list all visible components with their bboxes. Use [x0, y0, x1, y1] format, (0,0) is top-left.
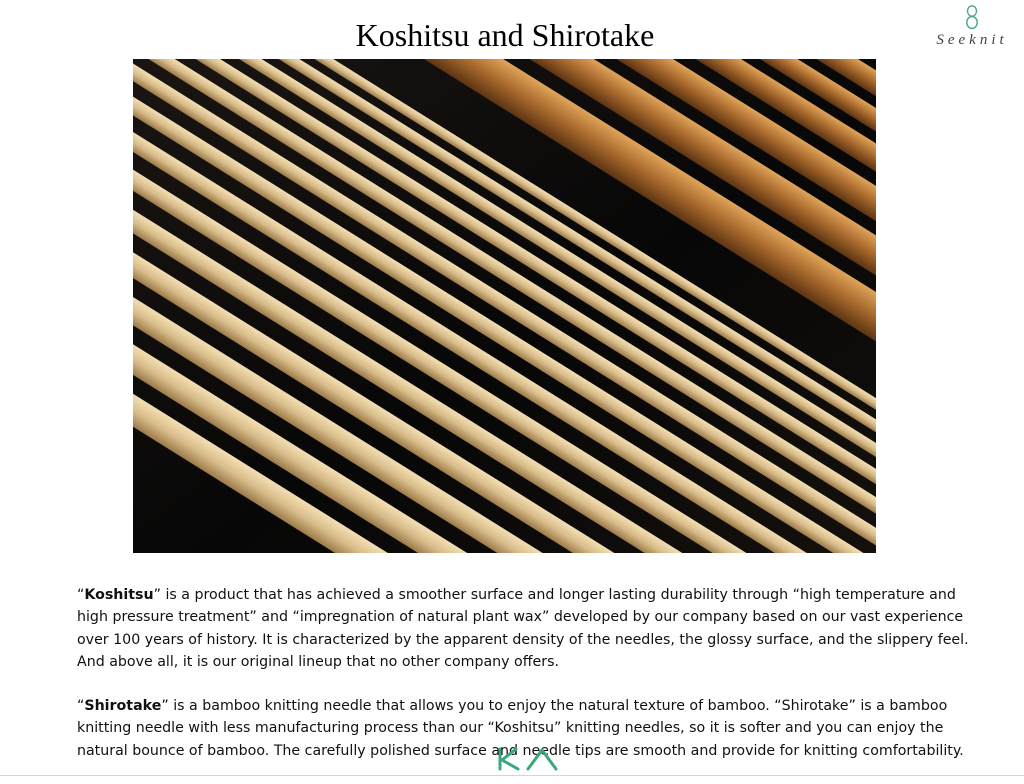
ka-logo-icon — [492, 747, 564, 771]
shirotake-paragraph: “Shirotake” is a bamboo knitting needle that allows you to enjoy the natural texture of bamboo. “Shirotake” is a bamboo knitting needle with less manufacturing process than our “Koshitsu” knitting needles, so it is softer and you can enjoy the natural bounce of bamboo. The carefully polished surface and needle tips are smooth and provide for knitting comfortability. — [77, 698, 964, 759]
brand-logo — [926, 2, 1018, 56]
brand-name: Seeknit — [936, 32, 1008, 48]
double-loop-mark-icon — [965, 4, 979, 30]
shirotake-description: is a bamboo knitting needle that allows you to enjoy the natural texture of bamboo. “Shirotake” is a bamboo knitting needle with less manufacturing process than our “Koshitsu” knitting needles, so it is softer and you can enjoy the natural bounce of bamboo. The carefully polished surface and needle tips are smooth and provide for knitting comfortability. — [77, 698, 964, 759]
shirotake-term: Shirotake — [84, 698, 162, 715]
slide-title: Koshitsu and Shirotake — [355, 17, 655, 53]
bamboo-needles-image — [133, 59, 876, 553]
koshitsu-term: Koshitsu — [84, 587, 154, 604]
bottom-divider — [0, 775, 1024, 776]
koshitsu-paragraph: “Koshitsu” is a product that has achieved a smoother surface and longer lasting durability through “high temperature and high pressure treatment” and “impregnation of natural plant wax” developed by our company based on our vast experience over 100 years of history. It is characterized by the apparent density of the needles, the glossy surface, and the slippery feel. And above all, it is our original lineup that no other company offers. — [77, 587, 969, 670]
bamboo-needles-photo — [133, 59, 876, 553]
koshitsu-description: is a product that has achieved a smoother surface and longer lasting durability through “high temperature and high pressure treatment” and “impregnation of natural plant wax” developed by our company based on our vast experience over 100 years of history. It is characterized by the apparent density of the needles, the glossy surface, and the slippery feel. And above all, it is our original lineup that no other company offers. — [77, 587, 969, 670]
